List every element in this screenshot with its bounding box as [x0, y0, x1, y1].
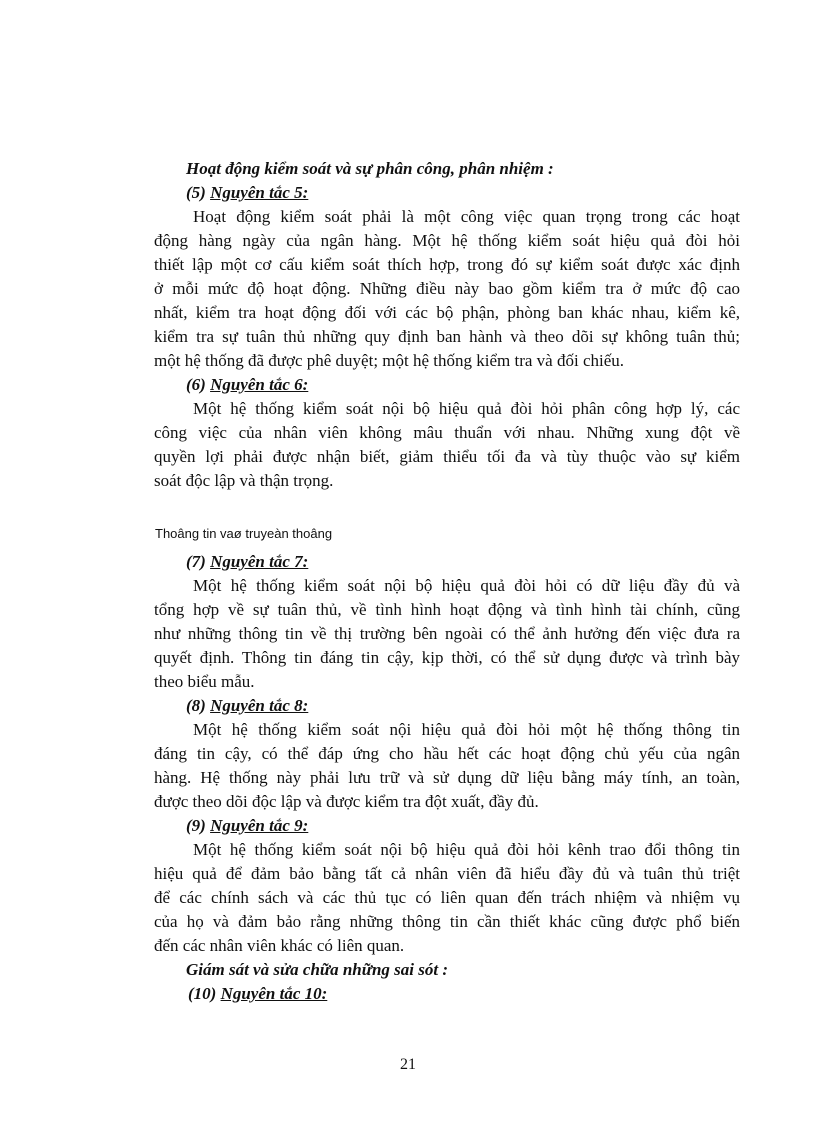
paragraph-line: theo biểu mẫu.: [154, 672, 255, 691]
paragraph-line: đáng tin cậy, có thể đáp ứng cho hầu hết các hoạt động chủ yếu của ngân: [154, 744, 740, 763]
paragraph-line: tổng hợp về sự tuân thủ, về tình hình hoạt động và tình hình tài chính, cũng: [154, 600, 740, 619]
principle-number: (6): [186, 375, 206, 394]
principle-8-heading: [186, 694, 772, 718]
section-heading-information: Thoâng tin vaø truyeàn thoâng: [155, 526, 333, 541]
paragraph-line: Một hệ thống kiểm soát nội bộ hiệu quả đòi hỏi phân công hợp lý, các: [193, 399, 740, 418]
page-number: 21: [400, 1056, 416, 1073]
principle-10-heading: [188, 982, 774, 1006]
principle-6-heading: [186, 373, 772, 397]
paragraph-line: Hoạt động kiểm soát phải là một công việc quan trọng trong các hoạt: [193, 207, 740, 226]
principle-7-heading: [186, 550, 772, 574]
paragraph-line: quyền lợi phải được nhận biết, giảm thiểu tối đa và tùy thuộc vào sự kiểm: [154, 447, 740, 466]
paragraph-line: ở mỗi mức độ hoạt động. Những điều này bao gồm kiểm tra ở mức độ cao: [154, 279, 740, 298]
section-heading-control-activities: Hoạt động kiểm soát và sự phân công, phân nhiệm :: [186, 159, 554, 178]
paragraph-line: nhất, kiểm tra hoạt động đối với các bộ phận, phòng ban khác nhau, kiểm kê,: [154, 303, 740, 322]
paragraph-line: Một hệ thống kiểm soát nội bộ hiệu quả đòi hỏi có dữ liệu đầy đủ và: [193, 576, 740, 595]
paragraph-line: quyết định. Thông tin đáng tin cậy, kịp thời, có thể sử dụng được và trình bày: [154, 648, 740, 667]
principle-number: (7): [186, 552, 206, 571]
principle-5-heading: [186, 181, 772, 205]
principle-label: Nguyên tắc 8:: [210, 696, 309, 715]
paragraph-line: công việc của nhân viên không mâu thuẩn với nhau. Những xung đột về: [154, 423, 740, 442]
principle-number: (9): [186, 816, 206, 835]
paragraph-line: thiết lập một cơ cấu kiểm soát thích hợp, trong đó sự kiểm soát được xác định: [154, 255, 740, 274]
paragraph-line: như những thông tin về thị trường bên ngoài có thể ảnh hưởng đến việc đưa ra: [154, 624, 740, 643]
principle-9-heading: [186, 814, 772, 838]
paragraph-line: động hàng ngày của ngân hàng. Một hệ thống kiểm soát hiệu quả đòi hỏi: [154, 231, 740, 250]
paragraph-line: được theo dõi độc lập và được kiểm tra đột xuất, đầy đủ.: [154, 792, 539, 811]
principle-label: Nguyên tắc 9:: [210, 816, 309, 835]
principle-number: (5): [186, 183, 206, 202]
principle-label: Nguyên tắc 6:: [210, 375, 309, 394]
paragraph-line: soát độc lập và thận trọng.: [154, 471, 334, 490]
principle-label: Nguyên tắc 10:: [220, 984, 328, 1003]
paragraph-line: Một hệ thống kiểm soát nội hiệu quả đòi hỏi một hệ thống thông tin: [193, 720, 740, 739]
principle-label: Nguyên tắc 7:: [210, 552, 309, 571]
paragraph-line: kiểm tra sự tuân thủ những quy định ban hành và theo dõi sự không tuân thủ;: [154, 327, 740, 346]
paragraph-line: của họ và đảm bảo rằng những thông tin cần thiết khác cũng được phổ biến: [154, 912, 740, 931]
paragraph-line: đến các nhân viên khác có liên quan.: [154, 936, 405, 955]
paragraph-line: Một hệ thống kiểm soát nội bộ hiệu quả đòi hỏi kênh trao đổi thông tin: [193, 840, 740, 859]
section-heading-monitoring: Giám sát và sửa chữa những sai sót :: [186, 960, 448, 979]
principle-label: Nguyên tắc 5:: [210, 183, 309, 202]
paragraph-line: một hệ thống đã được phê duyệt; một hệ thống kiểm tra và đối chiếu.: [154, 351, 625, 370]
paragraph-line: để các chính sách và các thủ tục có liên quan đến trách nhiệm và nhiệm vụ: [154, 888, 740, 907]
principle-number: (8): [186, 696, 206, 715]
paragraph-line: hàng. Hệ thống này phải lưu trữ và sử dụng dữ liệu bằng máy tính, an toàn,: [154, 768, 740, 787]
principle-number: (10): [188, 984, 217, 1003]
paragraph-line: hiệu quả để đảm bảo bằng tất cả nhân viên đã hiểu đầy đủ và tuân thủ triệt: [154, 864, 740, 883]
